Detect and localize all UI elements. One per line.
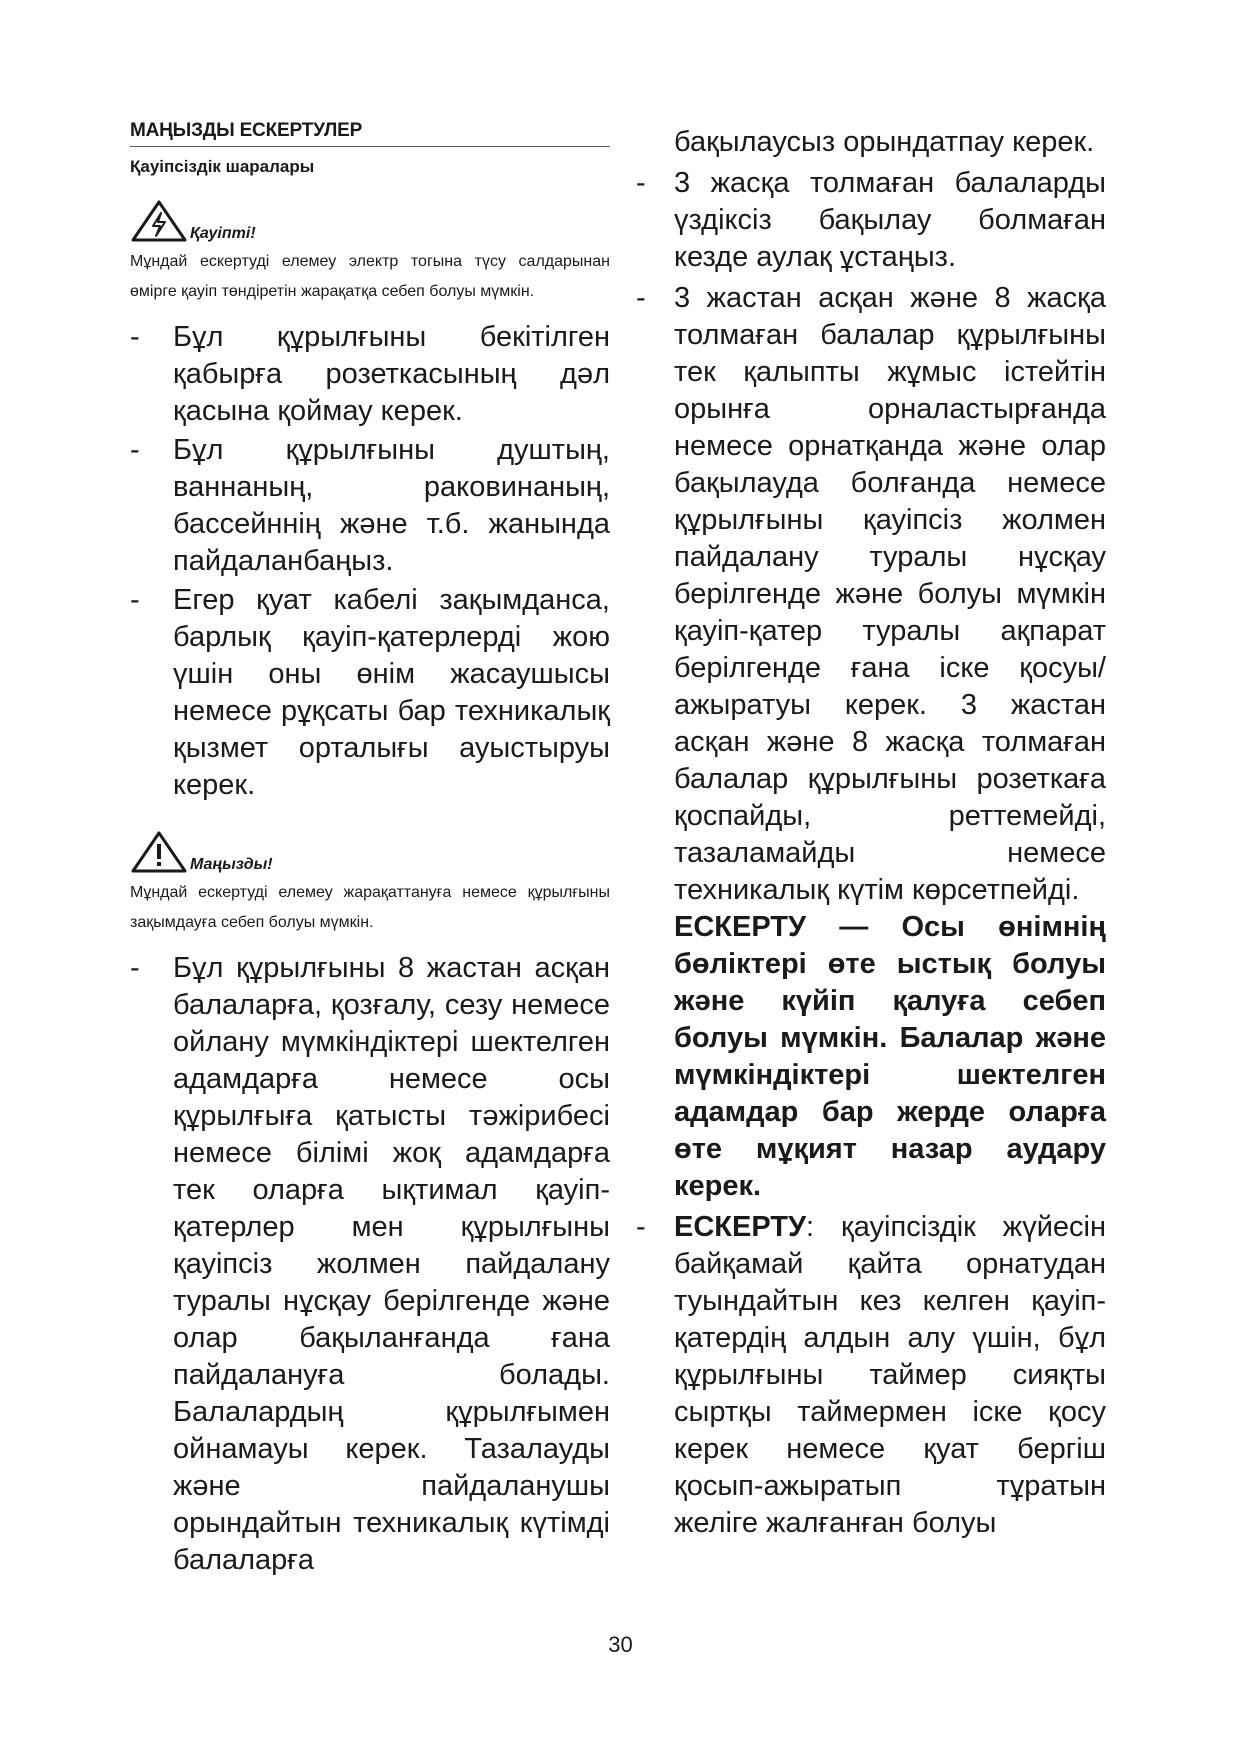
important-list	[130, 950, 610, 1579]
warning-label: ЕСКЕРТУ	[674, 1211, 807, 1243]
list-item: - Бұл құрылғыны душтың, ваннаның, раковинаның, бассейннің және т.б. жанында пайдаланбаңыз.	[130, 434, 610, 577]
important-title: Маңызды!	[190, 856, 273, 873]
list-item: - 3 жасқа толмаған балаларды үздіксіз бақылау болмаған кезде аулақ ұстаңыз.	[636, 167, 1106, 273]
left-column	[130, 120, 610, 1581]
bold-warning-note: ЕСКЕРТУ — Осы өнімнің бөліктері өте ыстық болуы және күйіп қалуға себеп болуы мүмкін. Балалар және мүмкіндіктері шектелген адамдар бар жерде оларға өте мұқият назар аудару керек.	[674, 911, 1106, 1202]
section-title: МАҢЫЗДЫ ЕСКЕРТУЛЕР	[130, 120, 610, 147]
section-subtitle: Қауіпсіздік шаралары	[130, 157, 315, 176]
important-header	[130, 830, 610, 876]
important-text: Мұндай ескертуді елемеу жарақаттануға немесе құрылғыны зақымдауға себеп болуы мүмкін.	[130, 884, 610, 931]
danger-title: Қауіпті!	[190, 225, 256, 242]
list-item: - 3 жастан асқан және 8 жасқа толмаған балалар құрылғыны тек қалыпты жұмыс істейтін орынға орналастырғанда немесе орнатқанда және олар бақылауда болғанда немесе құрылғыны қауіпсіз жолмен пайдалану туралы нұсқау берілгенде және болуы мүмкін қауіп-қатер туралы ақпарат берілгенде ғана іске қосуы/ажыратуы керек. 3 жастан асқан және 8 жасқа толмаған балалар құрылғыны розеткаға қоспайды, реттемейді, тазаламайды немесе техникалық күтім көрсетпейді.	[636, 282, 1106, 906]
danger-text: Мұндай ескертуді елемеу электр тогына түсу салдарынан өмірге қауіп төндіретін жарақатқа себеп болуы мүмкін.	[130, 253, 610, 300]
list-item: - Егер қуат кабелі зақымданса, барлық қауіп-қатерлерді жою үшін оны өнім жасаушысы немесе рұқсаты бар техникалық қызмет орталығы ауыстыруы керек.	[130, 584, 610, 801]
list-item: - Бұл құрылғыны 8 жастан асқан балаларға, қозғалу, сезу немесе ойлану мүмкіндіктері шектелген адамдарға немесе осы құрылғыға қатысты тәжірибесі немесе білімі жоқ адамдарға тек оларға ықтимал қауіп-қатерлер мен құрылғыны қауіпсіз жолмен пайдалану туралы нұсқау берілгенде және олар бақыланғанда ғана пайдалануға болады. Балалардың құрылғымен ойнамауы керек. Тазалауды және пайдаланушы орындайтын техникалық күтімді балаларға	[130, 952, 610, 1576]
continued-text: бақылаусыз орындатпау керек.	[674, 126, 1095, 158]
list-item: - ЕСКЕРТУ: қауіпсіздік жүйесін байқамай қайта орнатудан туындайтын кез келген қауіп-қатердің алдын алу үшін, бұл құрылғыны таймер сияқты сыртқы таймермен іске қосу керек немесе қуат бергіш қосып-ажыратып тұратын желіге жалғанған болуы	[636, 1211, 1106, 1539]
electric-hazard-icon	[130, 199, 188, 243]
danger-header	[130, 199, 610, 245]
page-number: 30	[608, 1632, 633, 1657]
danger-list	[130, 319, 610, 804]
warning-icon	[130, 830, 188, 874]
right-column	[636, 124, 1106, 1542]
list-item: - Бұл құрылғыны бекітілген қабырға розеткасының дәл қасына қоймау керек.	[130, 321, 610, 427]
